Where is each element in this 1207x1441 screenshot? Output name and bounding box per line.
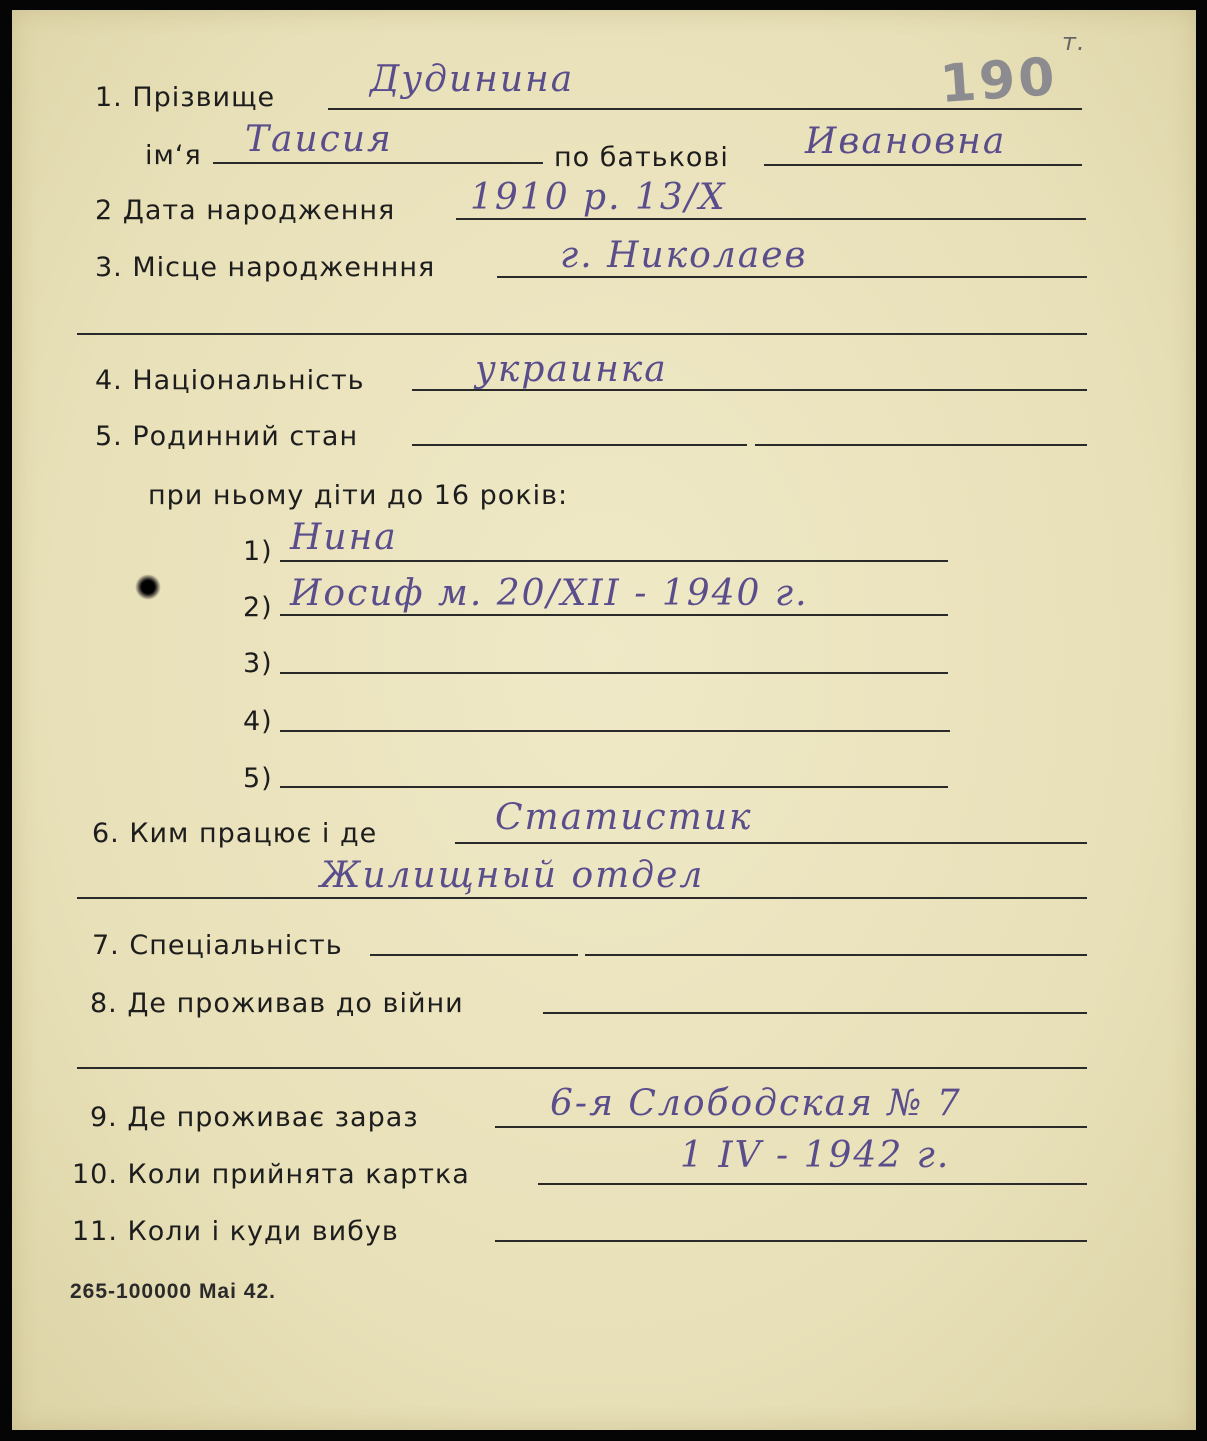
child-5-line <box>280 786 948 788</box>
current-residence-line <box>495 1126 1087 1128</box>
work-value-2[interactable]: Жилищный отдел <box>320 855 705 896</box>
patronymic-value[interactable]: Ивановна <box>805 121 1007 162</box>
departure-line <box>495 1240 1087 1242</box>
card-accepted-label: 10. Коли прийнята картка <box>72 1159 470 1190</box>
punch-hole <box>135 574 161 600</box>
specialty-line-a <box>370 954 578 956</box>
card-accepted-line <box>538 1183 1087 1185</box>
child-3-number: 3) <box>243 648 273 679</box>
current-residence-value[interactable]: 6-я Слободская № 7 <box>550 1083 962 1124</box>
birth-date-line <box>456 218 1086 220</box>
birth-date-value[interactable]: 1910 р. 13/X <box>470 177 727 218</box>
marital-status-line-b <box>755 444 1087 446</box>
nationality-label: 4. Національність <box>95 365 365 396</box>
birth-place-label: 3. Місце народженння <box>95 252 436 283</box>
first-name-line <box>213 162 543 164</box>
birth-date-label: 2 Дата народження <box>95 195 396 226</box>
pencil-number: 190 <box>938 46 1060 116</box>
children-label: при ньому діти до 16 років: <box>148 480 569 511</box>
child-2-line <box>280 614 948 616</box>
current-residence-label: 9. Де проживає зараз <box>90 1102 419 1133</box>
work-line-2 <box>77 897 1087 899</box>
birth-place-line <box>497 276 1087 278</box>
first-name-label: ім‘я <box>145 140 202 171</box>
specialty-line-b <box>585 954 1087 956</box>
patronymic-line <box>764 164 1082 166</box>
surname-line <box>328 108 1082 110</box>
marital-status-line-a <box>412 444 747 446</box>
work-line <box>455 842 1087 844</box>
patronymic-label: по батькові <box>554 142 729 173</box>
surname-label: 1. Прізвище <box>95 82 276 113</box>
child-4-line <box>280 730 950 732</box>
child-5-number: 5) <box>243 763 273 794</box>
work-label: 6. Ким працює і де <box>92 818 378 849</box>
work-value-1[interactable]: Статистик <box>495 797 753 838</box>
marital-status-label: 5. Родинний стан <box>95 421 359 452</box>
surname-value[interactable]: Дудинина <box>370 59 575 100</box>
nationality-value[interactable]: украинка <box>475 349 668 390</box>
child-1-number: 1) <box>243 536 273 567</box>
child-2-value[interactable]: Иосиф м. 20/XII - 1940 г. <box>290 573 809 614</box>
birth-place-line-2 <box>77 333 1087 335</box>
card-accepted-value[interactable]: 1 IV - 1942 г. <box>680 1135 951 1176</box>
child-4-number: 4) <box>243 706 273 737</box>
child-1-value[interactable]: Нина <box>290 517 398 558</box>
child-2-number: 2) <box>243 592 273 623</box>
child-3-line <box>280 672 948 674</box>
first-name-value[interactable]: Таисия <box>245 119 393 160</box>
specialty-label: 7. Спеціальність <box>92 930 343 961</box>
prewar-residence-label: 8. Де проживав до війни <box>90 988 464 1019</box>
prewar-residence-line-2 <box>77 1067 1087 1069</box>
child-1-line <box>280 560 948 562</box>
prewar-residence-line <box>543 1012 1087 1014</box>
departure-label: 11. Коли і куди вибув <box>72 1216 399 1247</box>
birth-place-value[interactable]: г. Николаев <box>560 235 808 276</box>
print-code: 265-100000 Mai 42. <box>70 1280 276 1303</box>
pencil-suffix: т. <box>1062 28 1086 56</box>
